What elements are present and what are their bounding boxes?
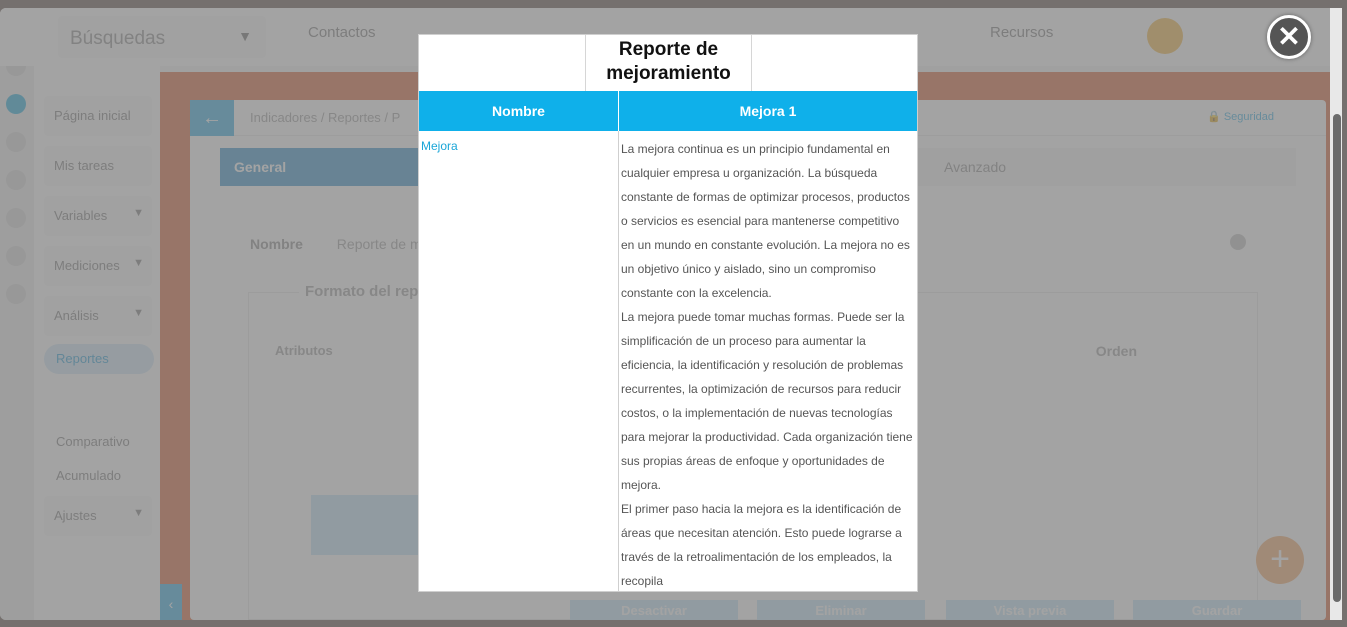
- scrollbar-thumb[interactable]: [1333, 114, 1341, 602]
- table-cell-nombre: [419, 131, 619, 591]
- mejora-paragraph: La mejora continua es un principio fundamental en cualquier empresa u organización. La búsqueda constante de formas de optimizar procesos, productos o servicios es esencial para mantenerse competitivo en un mundo en constante evolución. La mejora no es un objetivo único y aislado, sino un compromiso constante con la excelencia.: [621, 142, 910, 300]
- column-header-nombre: Nombre: [419, 91, 619, 131]
- report-title: Reporte de mejoramiento: [585, 35, 752, 91]
- table-cell-mejora: [621, 137, 915, 593]
- report-header: [419, 35, 917, 91]
- column-header-mejora: Mejora 1: [619, 91, 917, 131]
- row-name-link[interactable]: Mejora: [421, 139, 458, 153]
- mejora-paragraph: El primer paso hacia la mejora es la identificación de áreas que necesitan atención. Esto puede lograrse a través de la retroalimentación de los empleados, la recopila: [621, 502, 902, 588]
- mejora-paragraph: La mejora puede tomar muchas formas. Puede ser la simplificación de un proceso para aumentar la eficiencia, la identificación y resolución de problemas recurrentes, la optimización de recursos para reducir costos, o la implementación de nuevas tecnologías para mejorar la productividad. Cada organización tiene sus propias áreas de enfoque y oportunidades de mejora.: [621, 310, 913, 492]
- close-button[interactable]: ✕: [1267, 15, 1311, 59]
- report-preview-modal: [418, 34, 918, 592]
